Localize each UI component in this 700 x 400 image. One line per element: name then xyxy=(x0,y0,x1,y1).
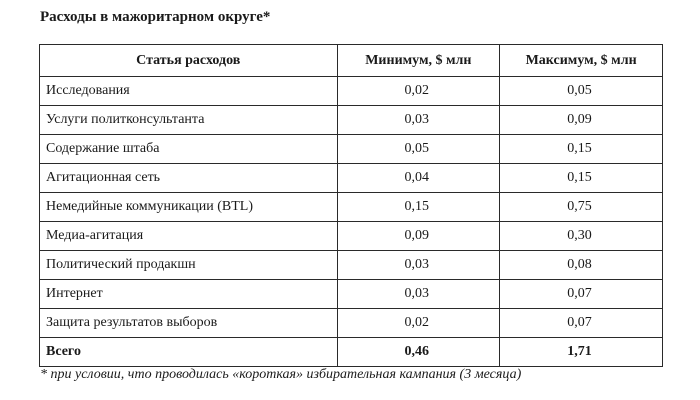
minimum-cell: 0,09 xyxy=(337,222,500,251)
expense-item-cell: Услуги политконсультанта xyxy=(40,106,338,135)
table-row xyxy=(40,309,663,338)
maximum-cell: 0,08 xyxy=(500,251,663,280)
table-row xyxy=(40,193,663,222)
maximum-cell: 0,30 xyxy=(500,222,663,251)
expense-item-cell: Интернет xyxy=(40,280,338,309)
page-title: Расходы в мажоритарном округе* xyxy=(40,9,271,25)
table-row xyxy=(40,77,663,106)
maximum-cell: 0,15 xyxy=(500,135,663,164)
expenses-table xyxy=(39,44,663,367)
expense-item-cell: Агитационная сеть xyxy=(40,164,338,193)
expense-item-cell: Немедийные коммуникации (BTL) xyxy=(40,193,338,222)
maximum-cell: 0,07 xyxy=(500,309,663,338)
minimum-cell: 0,02 xyxy=(337,309,500,338)
footnote: * при условии, что проводилась «короткая» избирательная кампания (3 месяца) xyxy=(40,367,522,382)
expense-item-cell: Защита результатов выборов xyxy=(40,309,338,338)
header-expense-item: Статья расходов xyxy=(40,45,338,77)
total-row xyxy=(40,338,663,367)
maximum-cell: 0,75 xyxy=(500,193,663,222)
total-minimum: 0,46 xyxy=(337,338,500,367)
minimum-cell: 0,02 xyxy=(337,77,500,106)
table-row xyxy=(40,106,663,135)
maximum-cell: 0,05 xyxy=(500,77,663,106)
maximum-cell: 0,07 xyxy=(500,280,663,309)
minimum-cell: 0,15 xyxy=(337,193,500,222)
table-row xyxy=(40,251,663,280)
expense-item-cell: Содержание штаба xyxy=(40,135,338,164)
table-row xyxy=(40,135,663,164)
maximum-cell: 0,09 xyxy=(500,106,663,135)
table-row xyxy=(40,280,663,309)
minimum-cell: 0,04 xyxy=(337,164,500,193)
header-maximum: Максимум, $ млн xyxy=(500,45,663,77)
table-row xyxy=(40,164,663,193)
table-body xyxy=(40,77,663,367)
minimum-cell: 0,05 xyxy=(337,135,500,164)
expense-item-cell: Исследования xyxy=(40,77,338,106)
expense-item-cell: Политический продакшн xyxy=(40,251,338,280)
table-header xyxy=(40,45,663,77)
header-minimum: Минимум, $ млн xyxy=(337,45,500,77)
minimum-cell: 0,03 xyxy=(337,106,500,135)
table-row xyxy=(40,222,663,251)
maximum-cell: 0,15 xyxy=(500,164,663,193)
minimum-cell: 0,03 xyxy=(337,280,500,309)
total-label: Всего xyxy=(40,338,338,367)
expense-item-cell: Медиа-агитация xyxy=(40,222,338,251)
header-row xyxy=(40,45,663,77)
total-maximum: 1,71 xyxy=(500,338,663,367)
minimum-cell: 0,03 xyxy=(337,251,500,280)
